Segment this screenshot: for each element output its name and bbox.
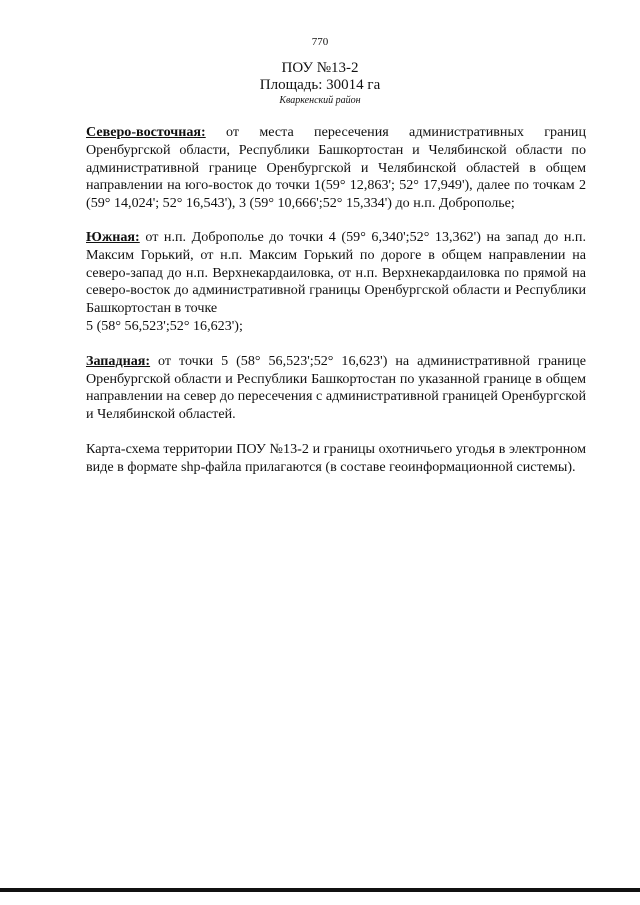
south-boundary-text: от н.п. Доброполье до точки 4 (59° 6,340';52° 13,362') на запад до н.п. Максим Горький, от н.п. Максим Горький по дороге в общем направлении на северо-запад до н.п. Верхнекардаиловка, от н.п. Верхнекардаиловка по прямой на северо-восток до административной границы Оренбургской области и Республики Башкортостан в точке — [86, 228, 586, 317]
document-header — [0, 60, 640, 107]
page-number: 770 — [311, 36, 329, 48]
northeast-boundary-text: от места пересечения административных границ Оренбургской области, Республики Башкортостан и Челябинской области по административной границе Оренбургской и Челябинской областей в общем направлении на юго-восток до точки 1(59° 12,863'; 52° 17,949'), далее по точкам 2 (59° 14,024'; 52° 16,543'), 3 (59° 10,666';52° 15,334') до н.п. Доброполье; — [86, 124, 586, 212]
northeast-boundary-paragraph — [86, 124, 586, 213]
south-boundary-text-end: 5 (58° 56,523';52° 16,623'); — [86, 317, 243, 334]
area-line: Площадь: 30014 га — [259, 77, 381, 93]
district-name: Кваркенский район — [279, 95, 361, 106]
bottom-scan-border — [0, 888, 640, 892]
west-boundary-heading: Западная: — [86, 352, 151, 369]
south-boundary-heading: Южная: — [86, 228, 140, 245]
document-body — [86, 124, 586, 493]
west-boundary-paragraph — [86, 353, 586, 424]
west-boundary-text: от точки 5 (58° 56,523';52° 16,623') на административной границе Оренбургской области и Республики Башкортостан по указанной границе в общем направлении на север до пересечения с административной границей Оренбургской и Челябинской областей. — [86, 352, 586, 423]
northeast-boundary-heading: Северо-восточная: — [86, 124, 206, 140]
south-boundary-paragraph — [86, 229, 586, 336]
closing-paragraph: Карта-схема территории ПОУ №13-2 и границы охотничьего угодья в электронном виде в формате shp-файла прилагаются (в составе геоинформационной системы). — [86, 440, 586, 475]
document-title: ПОУ №13-2 — [281, 60, 359, 76]
